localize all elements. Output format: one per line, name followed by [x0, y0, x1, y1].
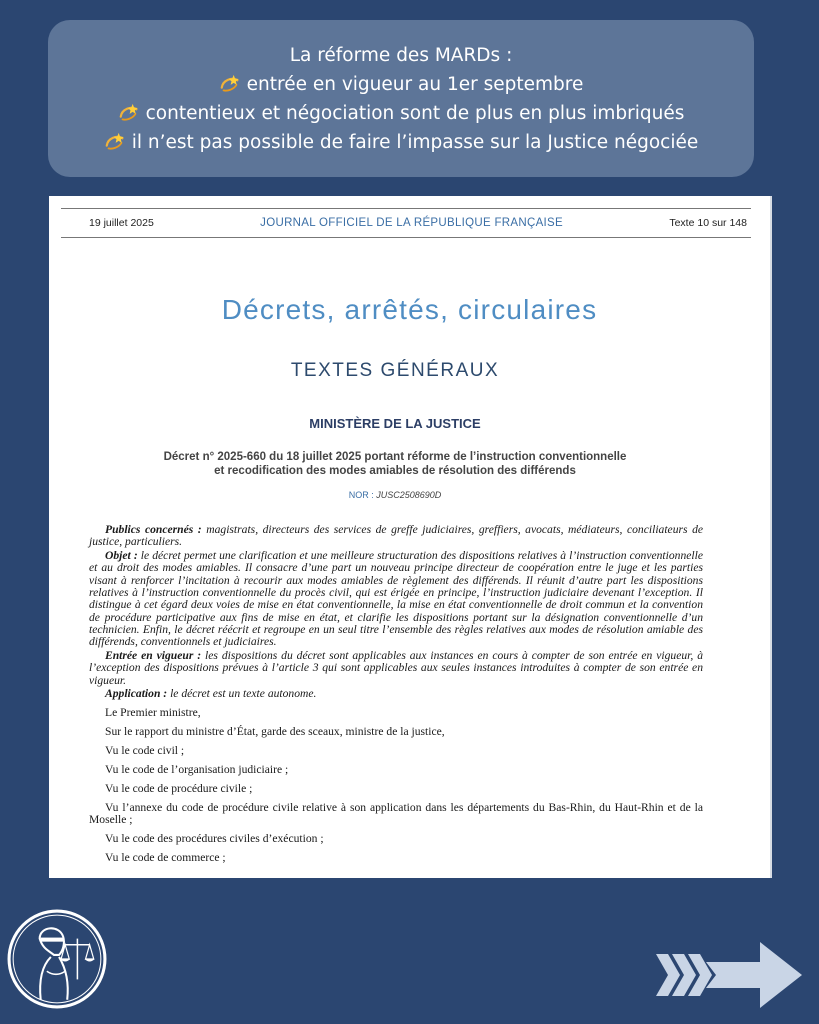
ministry-name: MINISTÈRE DE LA JUSTICE [309, 416, 481, 431]
dizzy-star-icon [104, 131, 126, 153]
journal-date: 19 juillet 2025 [89, 217, 154, 229]
vu-line: Vu le code de l’organisation judiciaire ; [105, 762, 289, 776]
banner-bullet-text-1: entrée en vigueur au 1er septembre [246, 73, 584, 95]
nor-code: JUSC2508690D [376, 490, 442, 500]
banner-bullet-3 [104, 128, 699, 157]
application-paragraph [89, 688, 703, 700]
nor-label: NOR : [348, 490, 374, 500]
banner-bullet-text-3: il n’est pas possible de faire l’impasse sur la Justice négociée [131, 131, 699, 153]
banner-heading: La réforme des MARDs : [289, 44, 513, 66]
dizzy-star-icon [219, 73, 241, 95]
vu-line: Vu l’annexe du code de procédure civile relative à son application dans les départements du Bas-Rhin, du Haut-Rhin et de la Moselle ; [89, 800, 703, 826]
vigueur-paragraph [89, 650, 703, 687]
journal-name: JOURNAL OFFICIEL DE LA RÉPUBLIQUE FRANÇAISE [260, 217, 563, 229]
decree-body [89, 524, 703, 864]
banner-bullet-2 [118, 99, 685, 128]
intro-banner [48, 20, 754, 177]
publics-label: Publics concernés : [105, 523, 202, 536]
rapport-line: Sur le rapport du ministre d’État, garde des sceaux, ministre de la justice, [105, 725, 445, 739]
objet-text: le décret permet une clarification et une meilleure structuration des dispositions relatives à l’instruction conventionnelle et au droit des modes amiables. Il consacre d’une part un nouveau principe directeur de coopération entre le juge et les parties visant à renforcer l’incitation à recourir aux modes amiables de règlement des différends. Il réunit d’autre part les dispositions relatives à l’instruction conventionnelle du procès civil, qui est érigée en principe, l’instruction judiciaire devenant l’exception. Il distingue à cet égard deux voies de mise en état conventionnelle, la mise en état conventionnelle de droit commun et la convention de procédure participative aux fins de mise en état, et clarifie les dispositions portant sur la désignation conventionnelle d’un technicien. Enfin, le décret réécrit et regroupe en un seul titre l’ensemble des règles relatives aux modes de résolution amiable des différends, conventionnels et judiciaires. [89, 549, 703, 649]
next-slide-arrow-icon[interactable] [656, 940, 806, 1010]
objet-paragraph [89, 550, 703, 648]
publics-text: magistrats, directeurs des services de greffe judiciaires, greffiers, avocats, médiateurs, conciliateurs de justice, particuliers. [89, 523, 704, 549]
vu-line: Vu le code des procédures civiles d’exécution ; [105, 831, 324, 845]
dizzy-star-icon [118, 102, 140, 124]
decree-title [49, 450, 741, 478]
premier-ministre-line: Le Premier ministre, [105, 706, 201, 720]
vigueur-label: Entrée en vigueur : [105, 648, 202, 662]
vigueur-text: les dispositions du décret sont applicables aux instances en cours à compter de son entrée en vigueur, à l’exception des dispositions prévues à l’article 3 qui sont applicables aux seules instances introduites à compter de son entrée en vigueur. [89, 648, 704, 687]
banner-bullet-1 [219, 70, 584, 99]
application-text: le décret est un texte autonome. [167, 687, 317, 701]
banner-bullet-text-2: contentieux et négociation sont de plus en plus imbriqués [145, 102, 685, 124]
justice-goddess-logo-icon [6, 908, 108, 1010]
decree-title-line-1: Décret n° 2025-660 du 18 juillet 2025 portant réforme de l’instruction conventionnelle [163, 451, 627, 463]
journal-officiel-page [49, 196, 770, 878]
nor-reference [49, 490, 741, 500]
objet-label: Objet : [105, 549, 138, 563]
application-label: Application : [105, 687, 168, 701]
document-title: Décrets, arrêtés, circulaires [221, 294, 598, 325]
publics-paragraph [89, 524, 703, 549]
vu-line: Vu le code de procédure civile ; [105, 781, 253, 795]
vu-line: Vu le code de commerce ; [105, 850, 226, 864]
journal-text-count: Texte 10 sur 148 [669, 217, 747, 229]
decree-title-line-2: et recodification des modes amiables de résolution des différends [214, 465, 576, 477]
document-subtitle: TEXTES GÉNÉRAUX [290, 360, 500, 381]
journal-header [61, 208, 751, 238]
vu-line: Vu le code civil ; [105, 744, 185, 758]
